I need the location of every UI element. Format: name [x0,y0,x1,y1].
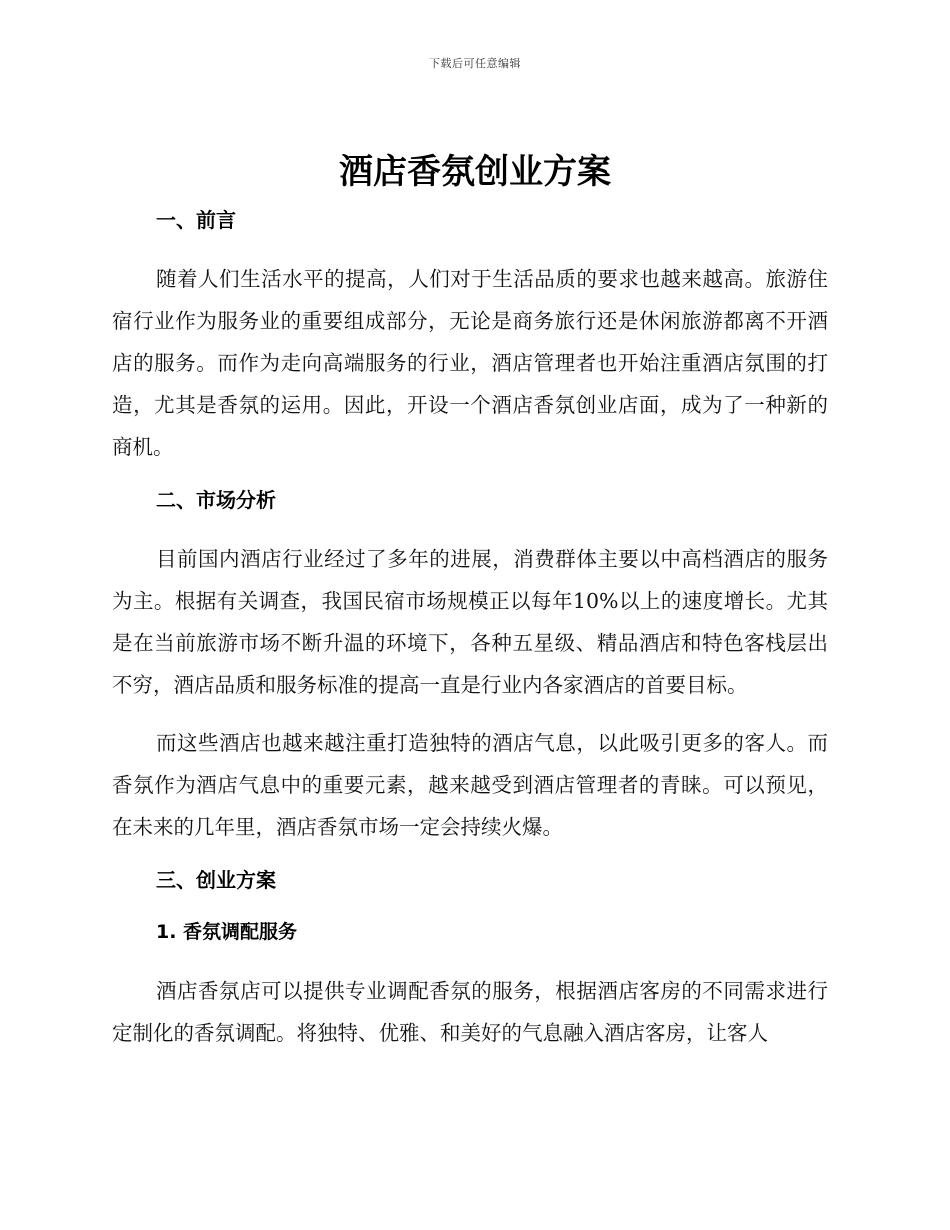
paragraph-preface: 随着人们生活水平的提高，人们对于生活品质的要求也越来越高。旅游住宿行业作为服务业的重要组成部分，无论是商务旅行还是休闲旅游都离不开酒店的服务。而作为走向高端服务的行业，酒店管理者也开始注重酒店氛围的打造，尤其是香氛的运用。因此，开设一个酒店香氛创业店面，成为了一种新的商机。 [112,267,828,459]
paragraph-fragrance-service: 酒店香氛店可以提供专业调配香氛的服务，根据酒店客房的不同需求进行定制化的香氛调配。将独特、优雅、和美好的气息融入酒店客房，让客人 [112,979,828,1045]
section-heading-business-plan: 三、创业方案 [156,868,276,892]
document-body [112,202,828,1054]
paragraph-market-analysis-2: 而这些酒店也越来越注重打造独特的酒店气息，以此吸引更多的客人。而香氛作为酒店气息中的重要元素，越来越受到酒店管理者的青睐。可以预见，在未来的几年里，酒店香氛市场一定会持续火爆。 [112,731,828,839]
section-heading-preface: 一、前言 [156,208,236,232]
paragraph-market-analysis-1: 目前国内酒店行业经过了多年的进展，消费群体主要以中高档酒店的服务为主。根据有关调查，我国民宿市场规模正以每年10%以上的速度增长。尤其是在当前旅游市场不断升温的环境下，各种五星级、精品酒店和特色客栈层出不穷，酒店品质和服务标准的提高一直是行业内各家酒店的首要目标。 [112,547,828,697]
subsection-heading-fragrance-service: 1. 香氛调配服务 [156,921,298,943]
section-heading-market-analysis: 二、市场分析 [156,488,276,512]
document-title: 酒店香氛创业方案 [339,152,611,192]
header-note: 下载后可任意编辑 [429,57,521,70]
